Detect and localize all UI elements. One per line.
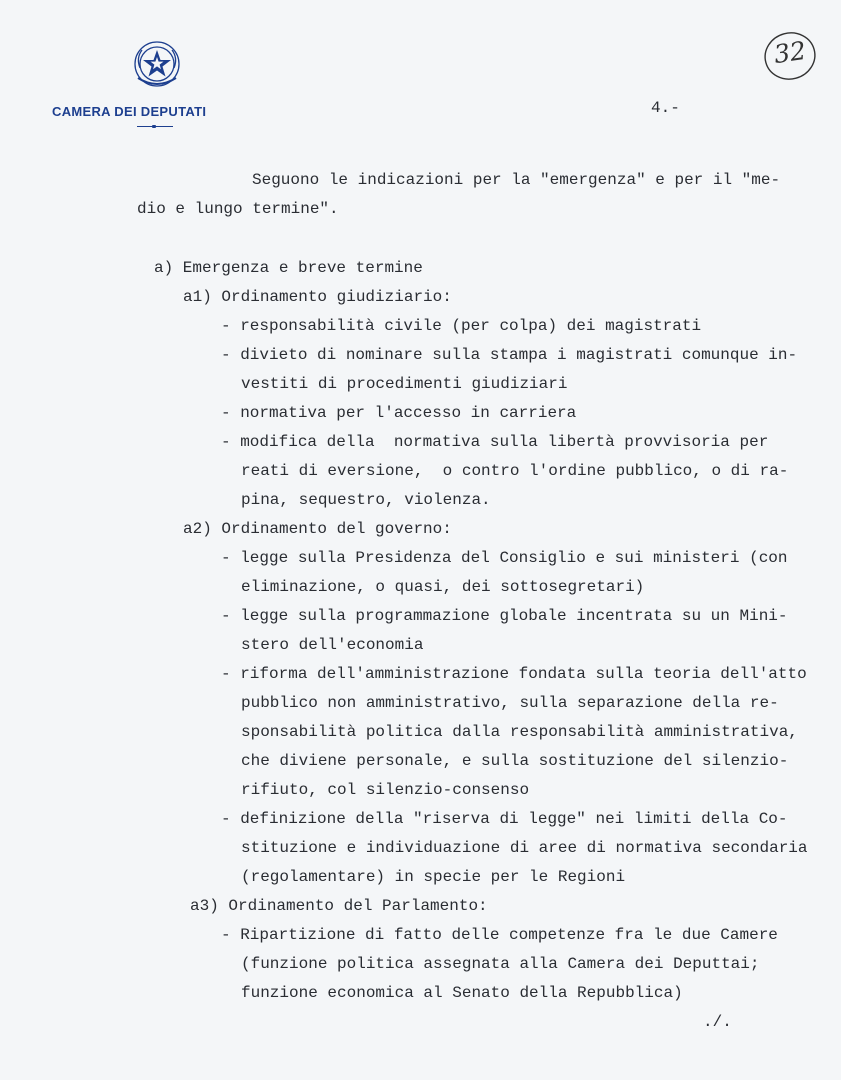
list-item-continuation: stero dell'economia bbox=[241, 636, 424, 654]
list-item-continuation: eliminazione, o quasi, dei sottosegretari) bbox=[241, 578, 645, 596]
header-divider bbox=[137, 126, 173, 127]
list-item-continuation: pina, sequestro, violenza. bbox=[241, 491, 491, 509]
text-line: Seguono le indicazioni per la "emergenza" e per il "me- bbox=[252, 171, 781, 189]
list-item: - divieto di nominare sulla stampa i magistrati comunque in- bbox=[221, 346, 798, 364]
list-item-continuation: (regolamentare) in specie per le Regioni bbox=[241, 868, 626, 886]
list-item-continuation: che diviene personale, e sulla sostituzione del silenzio- bbox=[241, 752, 789, 770]
list-item: - riforma dell'amministrazione fondata sulla teoria dell'atto bbox=[221, 665, 807, 683]
list-item: - legge sulla Presidenza del Consiglio e sui ministeri (con bbox=[221, 549, 788, 567]
chamber-name: CAMERA DEI DEPUTATI bbox=[52, 104, 207, 119]
list-item-continuation: pubblico non amministrativo, sulla separazione della re- bbox=[241, 694, 779, 712]
list-item-continuation: (funzione politica assegnata alla Camera dei Deputtai; bbox=[241, 955, 760, 973]
list-item: - responsabilità civile (per colpa) dei magistrati bbox=[221, 317, 702, 335]
list-item-continuation: reati di eversione, o contro l'ordine pubblico, o di ra- bbox=[241, 462, 789, 480]
italian-republic-emblem-icon bbox=[130, 38, 184, 92]
list-item-continuation: sponsabilità politica dalla responsabilità amministrativa, bbox=[241, 723, 798, 741]
text-line: dio e lungo termine". bbox=[137, 200, 339, 218]
list-item-continuation: vestiti di procedimenti giudiziari bbox=[241, 375, 568, 393]
list-item-continuation: funzione economica al Senato della Repubblica) bbox=[241, 984, 683, 1002]
list-item: - definizione della "riserva di legge" nei limiti della Co- bbox=[221, 810, 788, 828]
list-item: - Ripartizione di fatto delle competenze fra le due Camere bbox=[221, 926, 778, 944]
section-heading: a) Emergenza e breve termine bbox=[154, 259, 423, 277]
continuation-mark: ./. bbox=[703, 1013, 732, 1031]
subsection-heading: a3) Ordinamento del Parlamento: bbox=[190, 897, 488, 915]
list-item: - legge sulla programmazione globale incentrata su un Mini- bbox=[221, 607, 788, 625]
list-item: - normativa per l'accesso in carriera bbox=[221, 404, 577, 422]
subsection-heading: a2) Ordinamento del governo: bbox=[183, 520, 452, 538]
list-item: - modifica della normativa sulla libertà provvisoria per bbox=[221, 433, 769, 451]
handwritten-number-text: 32 bbox=[772, 35, 808, 70]
subsection-heading: a1) Ordinamento giudiziario: bbox=[183, 288, 452, 306]
page-number: 4.- bbox=[651, 99, 680, 117]
list-item-continuation: rifiuto, col silenzio-consenso bbox=[241, 781, 530, 799]
list-item-continuation: stituzione e individuazione di aree di normativa secondaria bbox=[241, 839, 808, 857]
handwritten-page-number bbox=[760, 26, 820, 86]
